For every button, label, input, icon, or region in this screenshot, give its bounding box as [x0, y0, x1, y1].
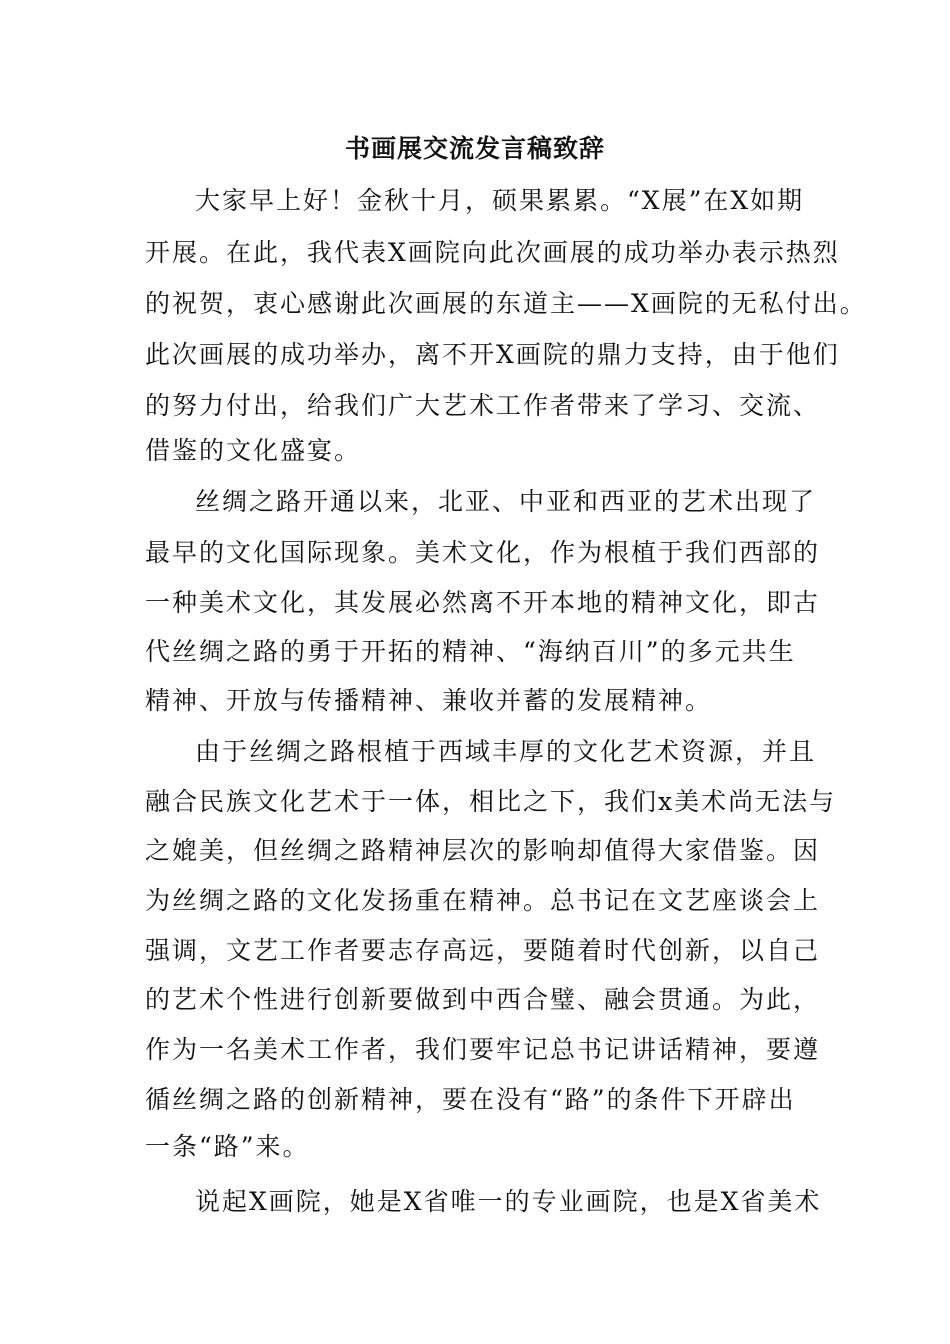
text-line-p3-5: 强调，文艺工作者要志存高远，要随着时代创新，以自己	[145, 936, 821, 965]
text-line-p2-1: 丝绸之路开通以来，北亚、中亚和西亚的艺术出现了	[195, 487, 817, 516]
text-line-p3-1: 由于丝绸之路根植于西域丰厚的文化艺术资源，并且	[195, 737, 817, 766]
text-line-p4-1: 说起X画院，她是X省唯一的专业画院，也是X省美术	[195, 1187, 822, 1216]
text-line-p1-3: 的祝贺，衷心感谢此次画展的东道主——X画院的无私付出。	[145, 289, 867, 318]
text-line-p3-6: 的艺术个性进行创新要做到中西合璧、融会贯通。为此，	[145, 985, 821, 1014]
text-line-p3-9: 一条“路”来。	[145, 1132, 310, 1161]
text-line-p2-3: 一种美术文化，其发展必然离不开本地的精神文化，即古	[145, 588, 821, 617]
text-line-p1-4: 此次画展的成功举办，离不开X画院的鼎力支持，由于他们	[145, 340, 840, 369]
text-line-p3-3: 之媲美，但丝绸之路精神层次的影响却值得大家借鉴。因	[145, 836, 821, 865]
text-line-p1-6: 借鉴的文化盛宴。	[145, 436, 362, 465]
text-line-p2-2: 最早的文化国际现象。美术文化，作为根植于我们西部的	[145, 538, 821, 567]
text-line-p2-5: 精神、开放与传播精神、兼收并蓄的发展精神。	[145, 686, 713, 715]
text-line-p3-4: 为丝绸之路的文化发扬重在精神。总书记在文艺座谈会上	[145, 886, 821, 915]
text-line-p2-4: 代丝绸之路的勇于开拓的精神、“海纳百川”的多元共生	[145, 637, 796, 666]
text-line-p1-2: 开展。在此，我代表X画院向此次画展的成功举办表示热烈	[145, 238, 840, 267]
text-line-p3-8: 循丝绸之路的创新精神，要在没有“路”的条件下开辟出	[145, 1085, 796, 1114]
text-line-p1-5: 的努力付出，给我们广大艺术工作者带来了学习、交流、	[145, 391, 821, 420]
document-title: 书画展交流发言稿致辞	[344, 134, 605, 163]
text-line-p3-7: 作为一名美术工作者，我们要牢记总书记讲话精神，要遵	[145, 1035, 821, 1064]
text-line-p3-2: 融合民族文化艺术于一体，相比之下，我们x美术尚无法与	[145, 787, 837, 816]
text-line-p1-1: 大家早上好！金秋十月，硕果累累。“X展”在X如期	[195, 186, 805, 215]
